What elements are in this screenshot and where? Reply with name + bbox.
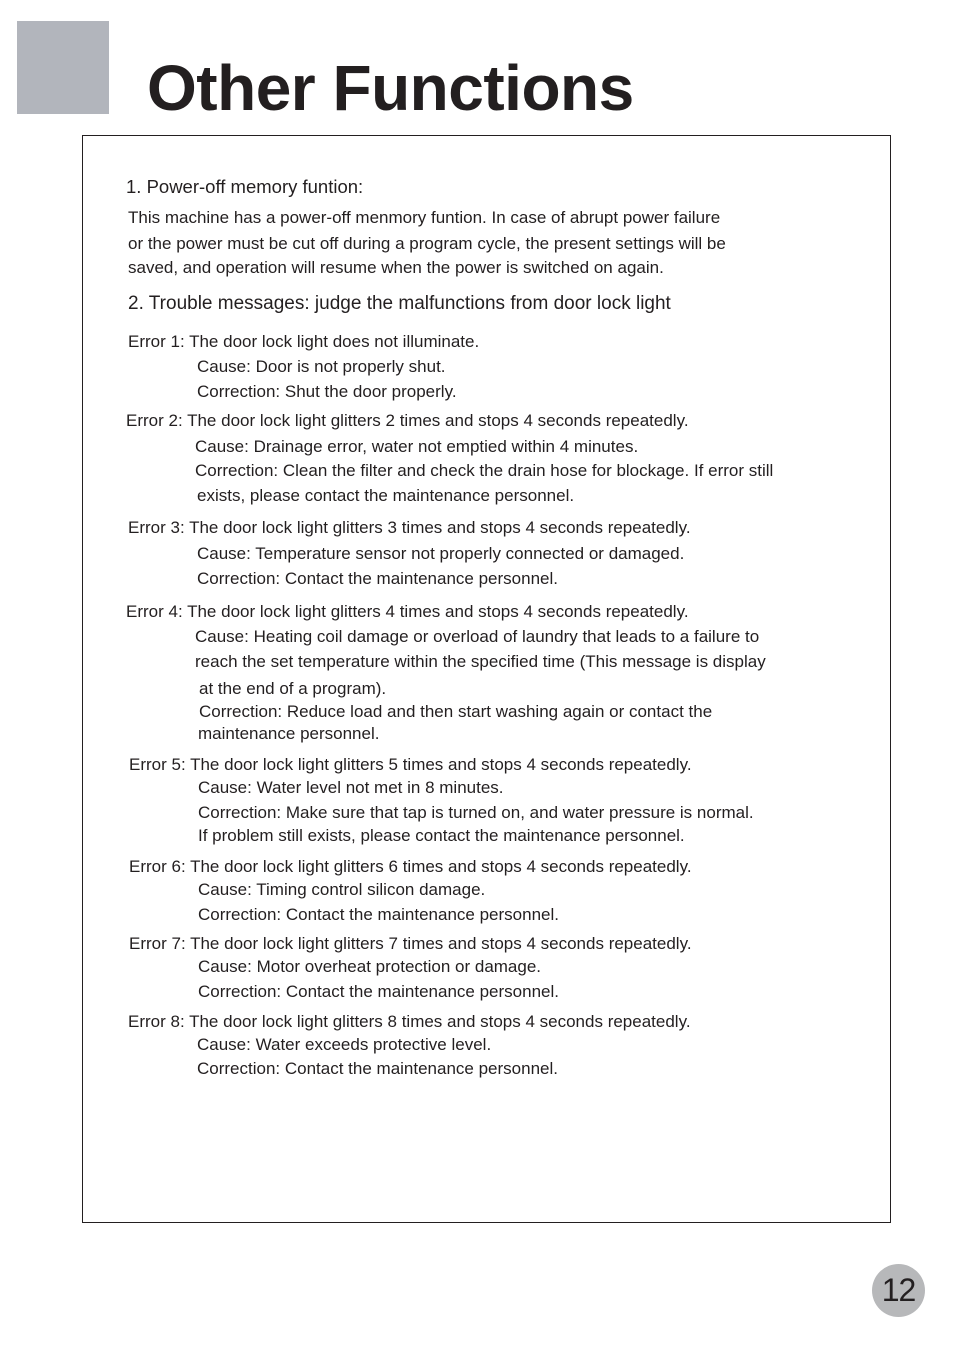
error-2-title: Error 2: The door lock light glitters 2 times and stops 4 seconds repeatedly. — [126, 411, 689, 430]
error-1-title: Error 1: The door lock light does not illuminate. — [128, 332, 480, 351]
error-7-correction: Correction: Contact the maintenance personnel. — [198, 982, 559, 1001]
error-2-correction: Correction: Clean the filter and check the drain hose for blockage. If error still — [195, 461, 774, 480]
error-6-cause: Cause: Timing control silicon damage. — [198, 880, 486, 899]
error-4-correction-cont: maintenance personnel. — [198, 724, 380, 743]
error-3-correction: Correction: Contact the maintenance personnel. — [197, 569, 558, 588]
error-4-cause-cont: reach the set temperature within the specified time (This message is display — [195, 652, 766, 671]
error-1-correction: Correction: Shut the door properly. — [197, 382, 457, 401]
section1-line: saved, and operation will resume when the power is switched on again. — [128, 258, 664, 277]
section2-heading: 2. Trouble messages: judge the malfunctions from door lock light — [128, 293, 671, 314]
section1-heading: 1. Power-off memory funtion: — [126, 176, 364, 197]
page-number: 12 — [881, 1272, 916, 1308]
error-5-correction-cont: If problem still exists, please contact the maintenance personnel. — [198, 826, 685, 845]
error-7-title: Error 7: The door lock light glitters 7 times and stops 4 seconds repeatedly. — [129, 934, 692, 953]
error-4-cause-cont: at the end of a program). — [199, 679, 387, 698]
error-2-correction-cont: exists, please contact the maintenance personnel. — [197, 486, 575, 505]
error-8-cause: Cause: Water exceeds protective level. — [197, 1035, 492, 1054]
error-8-title: Error 8: The door lock light glitters 8 times and stops 4 seconds repeatedly. — [128, 1012, 691, 1031]
error-6-correction: Correction: Contact the maintenance personnel. — [198, 905, 559, 924]
error-5-cause: Cause: Water level not met in 8 minutes. — [198, 778, 504, 797]
page-number-badge — [872, 1264, 925, 1317]
section-tab-block — [17, 21, 109, 114]
error-5-title: Error 5: The door lock light glitters 5 times and stops 4 seconds repeatedly. — [129, 755, 692, 774]
error-2-cause: Cause: Drainage error, water not emptied within 4 minutes. — [195, 437, 639, 456]
error-5-correction: Correction: Make sure that tap is turned on, and water pressure is normal. — [198, 803, 754, 822]
error-4-cause: Cause: Heating coil damage or overload of laundry that leads to a failure to — [195, 627, 760, 646]
section1-line: or the power must be cut off during a program cycle, the present settings will be — [128, 234, 726, 253]
error-6-title: Error 6: The door lock light glitters 6 times and stops 4 seconds repeatedly. — [129, 857, 692, 876]
error-8-correction: Correction: Contact the maintenance personnel. — [197, 1059, 558, 1078]
page-title: Other Functions — [147, 52, 634, 124]
error-7-cause: Cause: Motor overheat protection or damage. — [198, 957, 542, 976]
error-4-correction: Correction: Reduce load and then start washing again or contact the — [199, 702, 713, 721]
error-3-title: Error 3: The door lock light glitters 3 times and stops 4 seconds repeatedly. — [128, 518, 691, 537]
error-3-cause: Cause: Temperature sensor not properly connected or damaged. — [197, 544, 685, 563]
error-1-cause: Cause: Door is not properly shut. — [197, 357, 446, 376]
section1-line: This machine has a power-off menmory funtion. In case of abrupt power failure — [128, 208, 721, 227]
error-4-title: Error 4: The door lock light glitters 4 times and stops 4 seconds repeatedly. — [126, 602, 689, 621]
